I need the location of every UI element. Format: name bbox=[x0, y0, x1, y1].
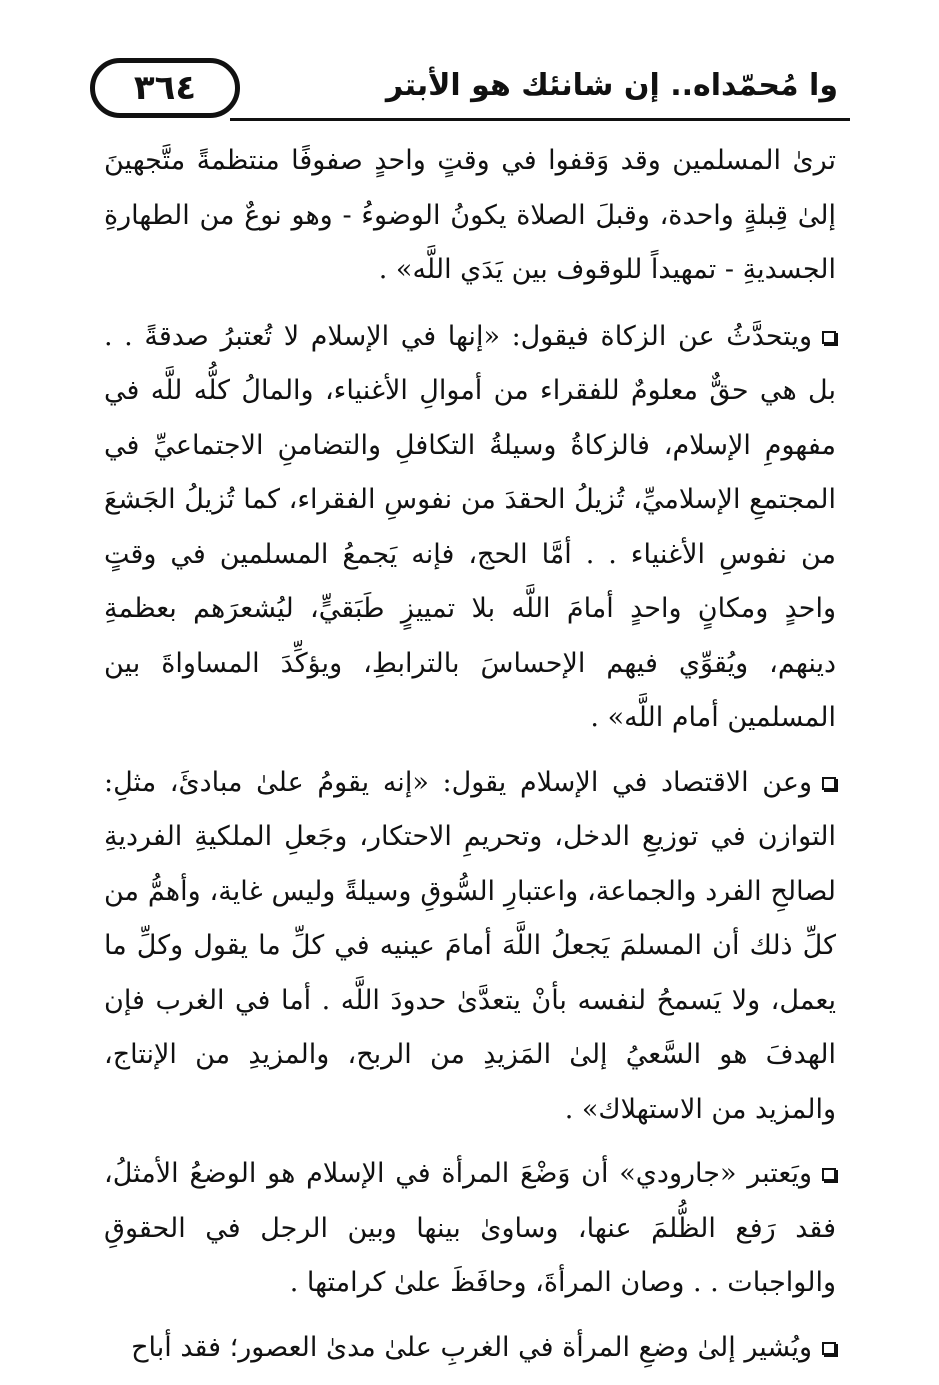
square-bullet-icon bbox=[822, 1342, 836, 1355]
paragraph-text: ترىٰ المسلمين وقد وَقفوا في وقتٍ واحدٍ صفوفًا منتظمةً متَّجهينَ إلىٰ قِبلةٍ واحدة، وقبلَ الصلاة يكونُ الوضوءُ - وهو نوعٌ من الطهارةِ الجسديةِ - تمهيداً للوقوف بين يَدَي اللَّه» . bbox=[104, 145, 836, 285]
body-text bbox=[104, 134, 836, 1385]
square-bullet-icon bbox=[822, 331, 836, 344]
square-bullet-icon bbox=[822, 1168, 836, 1181]
page-number-badge bbox=[90, 58, 240, 118]
square-bullet-icon bbox=[822, 777, 836, 790]
paragraph bbox=[104, 310, 836, 746]
paragraph bbox=[104, 134, 836, 298]
paragraph-text: وعن الاقتصاد في الإسلام يقول: «إنه يقومُ علىٰ مبادئَ، مثلِ: التوازن في توزيعِ الدخل، وتحريمِ الاحتكار، وجَعلِ الملكيةِ الفرديةِ لصالحِ الفرد والجماعة، واعتبارِ السُّوقِ وسيلةً وليس غاية، وأهمُّ من كلِّ ذلك أن المسلمَ يَجعلُ اللَّهَ أمامَ عينيه في كلِّ ما يقول وكلِّ ما يعمل، ولا يَسمحُ لنفسه بأنْ يتعدَّىٰ حدودَ اللَّه . أما في الغرب فإن الهدفَ هو السَّعيُ إلىٰ المَزيدِ من الربح، والمزيدِ من الإنتاج، والمزيد من الاستهلاك» . bbox=[104, 766, 836, 1125]
paragraph-text: ويتحدَّثُ عن الزكاة فيقول: «إنها في الإسلام لا تُعتبرُ صدقةً . . بل هي حقٌّ معلومٌ للفقراء من أموالِ الأغنياء، والمالُ كلُّه للَّه في مفهومِ الإسلام، فالزكاةُ وسيلةُ التكافلِ والتضامنِ الاجتماعيِّ في المجتمعِ الإسلاميِّ، تُزيلُ الحقدَ من نفوسِ الفقراء، كما تُزيلُ الجَشعَ من نفوسِ الأغنياء . . أمَّا الحج، فإنه يَجمعُ المسلمين في وقتٍ واحدٍ ومكانٍ واحدٍ أمامَ اللَّه بلا تمييزٍ طَبَقيٍّ، ليُشعرَهم بعظمةِ دينهم، ويُقوِّي فيهم الإحساسَ بالترابطِ، ويؤكِّدَ المساواةَ بين المسلمين أمام اللَّه» . bbox=[104, 320, 836, 733]
paragraph bbox=[104, 1321, 836, 1376]
paragraph-text: ويَعتبر «جارودي» أن وَضْعَ المرأة في الإسلام هو الوضعُ الأمثلُ، فقد رَفع الظُّلمَ عنها، وساوىٰ بينها وبين الرجل في الحقوقِ والواجبات . . وصان المرأةَ، وحافَظَ علىٰ كرامتها . bbox=[104, 1158, 836, 1298]
running-title: وا مُحمّداه.. إن شانئك هو الأبتر bbox=[385, 68, 838, 103]
paragraph bbox=[104, 756, 836, 1138]
paragraph bbox=[104, 1147, 836, 1311]
paragraph-text: ويُشير إلىٰ وضعِ المرأة في الغربِ علىٰ مدىٰ العصور؛ فقد أباح bbox=[131, 1331, 812, 1363]
page-number: ٣٦٤ bbox=[133, 68, 197, 108]
page-header bbox=[90, 52, 850, 128]
header-divider bbox=[230, 118, 850, 121]
